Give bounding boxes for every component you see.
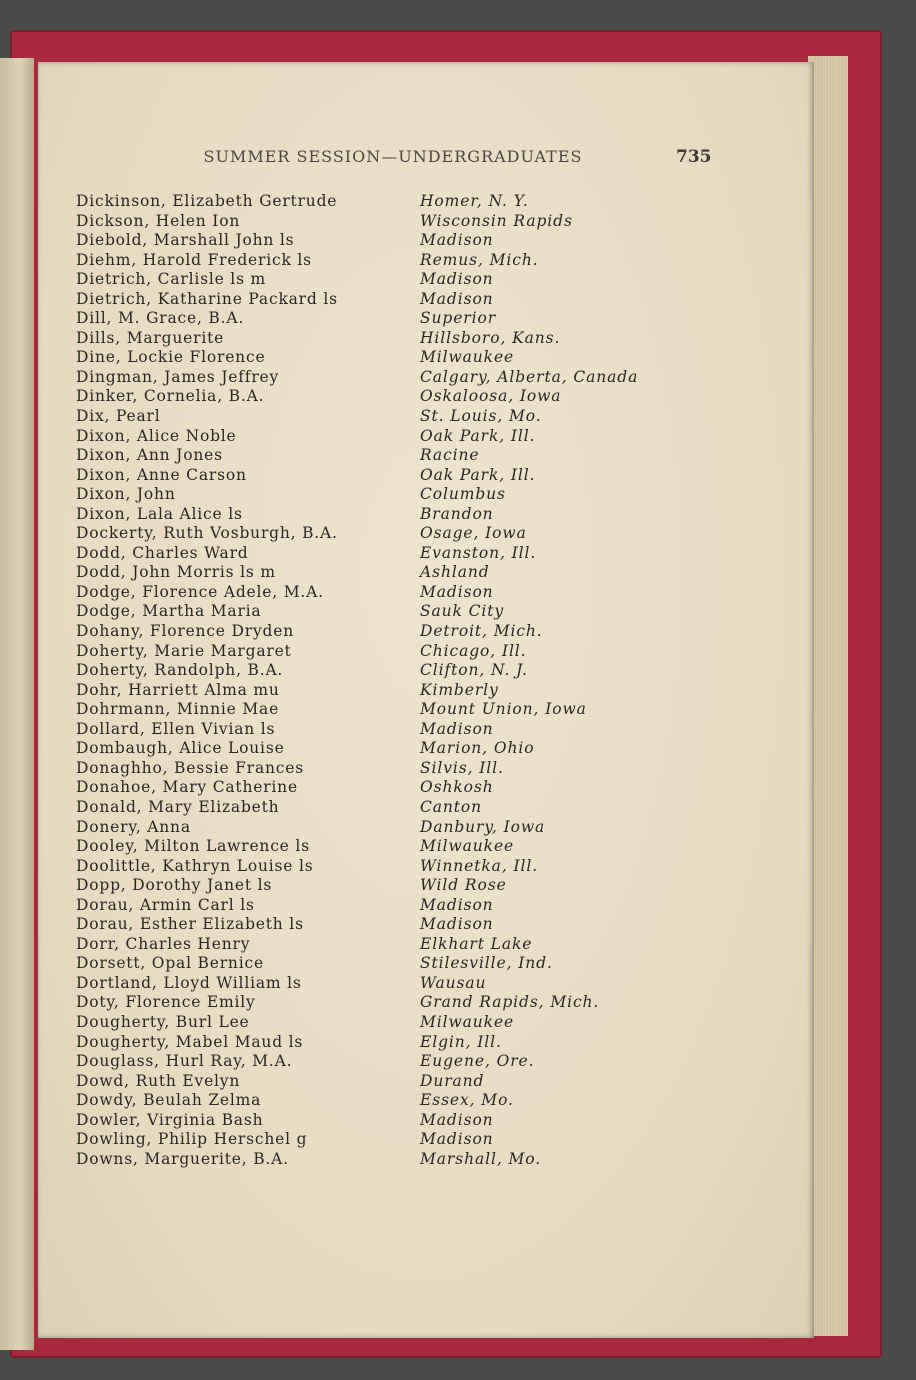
entry-name: Dills, Marguerite (76, 328, 225, 347)
entry-place: Elkhart Lake (420, 934, 533, 953)
entry-name: Doty, Florence Emily (76, 993, 256, 1012)
entry-name: Dinker, Cornelia, B.A. (76, 387, 265, 406)
directory-entry (70, 192, 710, 212)
directory-entry (70, 505, 710, 525)
entry-name: Dombaugh, Alice Louise (76, 739, 285, 758)
entry-place: Marshall, Mo. (420, 1149, 542, 1168)
entry-place: Madison (420, 289, 494, 308)
entry-place: Essex, Mo. (420, 1091, 514, 1110)
entry-place: Madison (420, 895, 494, 914)
entry-place: Madison (420, 231, 494, 250)
entry-name: Donald, Mary Elizabeth (76, 797, 280, 816)
entry-place: Milwaukee (420, 1012, 515, 1031)
entry-place: Stilesville, Ind. (420, 954, 553, 973)
directory-entry (70, 993, 710, 1013)
previous-page-edge (0, 58, 34, 1350)
entry-name: Dowling, Philip Herschel g (76, 1130, 308, 1149)
entry-place: Grand Rapids, Mich. (420, 993, 600, 1012)
entry-name: Diebold, Marshall John ls (76, 231, 295, 250)
entry-name: Diehm, Harold Frederick ls (76, 250, 312, 269)
entry-name: Dockerty, Ruth Vosburgh, B.A. (76, 524, 338, 543)
entry-name: Dixon, Ann Jones (76, 446, 223, 465)
entry-name: Dohrmann, Minnie Mae (76, 700, 280, 719)
entry-place: Madison (420, 1110, 494, 1129)
entry-place: Ashland (420, 563, 490, 582)
entry-name: Dorau, Esther Elizabeth ls (76, 915, 304, 934)
entry-place: Superior (420, 309, 497, 328)
directory-entry (70, 212, 710, 232)
entry-place: Chicago, Ill. (420, 641, 527, 660)
entry-name: Donahoe, Mary Catherine (76, 778, 298, 797)
directory-entry (70, 1033, 710, 1053)
entry-place: Sauk City (420, 602, 505, 621)
directory-entry (70, 602, 710, 622)
directory-entry (70, 818, 710, 838)
directory-entry (70, 857, 710, 877)
entry-place: Durand (420, 1071, 485, 1090)
entry-name: Dorau, Armin Carl ls (76, 895, 255, 914)
entry-place: Oshkosh (420, 778, 494, 797)
entry-name: Doherty, Randolph, B.A. (76, 661, 284, 680)
entry-place: Madison (420, 582, 494, 601)
directory-entry (70, 642, 710, 662)
entry-name: Dorsett, Opal Bernice (76, 954, 264, 973)
entry-name: Dodd, John Morris ls m (76, 563, 276, 582)
entry-place: Mount Union, Iowa (420, 700, 587, 719)
directory-entry (70, 739, 710, 759)
entry-name: Dougherty, Mabel Maud ls (76, 1032, 304, 1051)
directory-entry (70, 1072, 710, 1092)
directory-entry (70, 583, 710, 603)
entry-name: Dooley, Milton Lawrence ls (76, 837, 310, 856)
entry-name: Dollard, Ellen Vivian ls (76, 719, 276, 738)
directory-entry (70, 446, 710, 466)
entry-name: Donery, Anna (76, 817, 191, 836)
entry-name: Dix, Pearl (76, 407, 161, 426)
directory-entry (70, 915, 710, 935)
entry-name: Douglass, Hurl Ray, M.A. (76, 1052, 293, 1071)
entry-place: Columbus (420, 485, 506, 504)
directory-entry (70, 329, 710, 349)
directory-entry (70, 348, 710, 368)
entry-place: Danbury, Iowa (420, 817, 546, 836)
entry-name: Dine, Lockie Florence (76, 348, 266, 367)
directory-entry (70, 720, 710, 740)
entry-name: Dohany, Florence Dryden (76, 622, 294, 641)
directory-entry (70, 251, 710, 271)
directory-entry (70, 407, 710, 427)
entry-place: Marion, Ohio (420, 739, 535, 758)
entry-name: Dowd, Ruth Evelyn (76, 1071, 241, 1090)
entry-name: Dodd, Charles Ward (76, 543, 249, 562)
entry-place: Silvis, Ill. (420, 758, 504, 777)
entry-place: Oak Park, Ill. (420, 426, 536, 445)
entry-name: Dixon, Anne Carson (76, 465, 247, 484)
entry-place: Wausau (420, 973, 487, 992)
directory-entry (70, 798, 710, 818)
entry-name: Dowler, Virginia Bash (76, 1110, 264, 1129)
entry-place: Oskaloosa, Iowa (420, 387, 562, 406)
directory-entry (70, 427, 710, 447)
entry-name: Donaghho, Bessie Frances (76, 758, 304, 777)
entry-name: Dortland, Lloyd William ls (76, 973, 302, 992)
directory-entry (70, 1091, 710, 1111)
directory-entry (70, 876, 710, 896)
entry-name: Dougherty, Burl Lee (76, 1012, 250, 1031)
page-edges (808, 56, 848, 1336)
directory-entry (70, 954, 710, 974)
directory-entry (70, 270, 710, 290)
directory-entry (70, 1052, 710, 1072)
directory-list (70, 192, 710, 1169)
entry-name: Dingman, James Jeffrey (76, 367, 280, 386)
directory-entry (70, 622, 710, 642)
entry-place: Detroit, Mich. (420, 622, 543, 641)
entry-place: Calgary, Alberta, Canada (420, 367, 639, 386)
directory-entry (70, 974, 710, 994)
directory-entry (70, 681, 710, 701)
entry-name: Dowdy, Beulah Zelma (76, 1091, 262, 1110)
directory-entry (70, 309, 710, 329)
directory-entry (70, 1111, 710, 1131)
directory-entry (70, 290, 710, 310)
entry-name: Dickinson, Elizabeth Gertrude (76, 192, 338, 210)
entry-name: Dixon, Lala Alice ls (76, 504, 243, 523)
entry-name: Dixon, John (76, 485, 176, 504)
directory-entry (70, 1013, 710, 1033)
directory-entry (70, 387, 710, 407)
entry-name: Dopp, Dorothy Janet ls (76, 876, 273, 895)
directory-entry (70, 896, 710, 916)
entry-name: Dixon, Alice Noble (76, 426, 237, 445)
entry-place: Madison (420, 915, 494, 934)
entry-name: Dodge, Martha Maria (76, 602, 262, 621)
directory-entry (70, 1130, 710, 1150)
entry-place: Madison (420, 270, 494, 289)
entry-name: Doolittle, Kathryn Louise ls (76, 856, 314, 875)
entry-place: Milwaukee (420, 837, 515, 856)
entry-place: Homer, N. Y. (420, 192, 529, 210)
entry-place: Wisconsin Rapids (420, 211, 573, 230)
entry-name: Dickson, Helen Ion (76, 211, 241, 230)
directory-entry (70, 778, 710, 798)
entry-place: Milwaukee (420, 348, 515, 367)
directory-entry (70, 544, 710, 564)
entry-place: Remus, Mich. (420, 250, 539, 269)
entry-place: Eugene, Ore. (420, 1052, 535, 1071)
entry-place: St. Louis, Mo. (420, 407, 542, 426)
entry-place: Kimberly (420, 680, 499, 699)
entry-place: Oak Park, Ill. (420, 465, 536, 484)
entry-name: Dodge, Florence Adele, M.A. (76, 582, 324, 601)
entry-name: Dietrich, Carlisle ls m (76, 270, 267, 289)
entry-place: Clifton, N. J. (420, 661, 528, 680)
entry-name: Dohr, Harriett Alma mu (76, 680, 280, 699)
entry-place: Racine (420, 446, 480, 465)
entry-place: Brandon (420, 504, 494, 523)
directory-entry (70, 935, 710, 955)
entry-name: Doherty, Marie Margaret (76, 641, 292, 660)
directory-entry (70, 485, 710, 505)
directory-entry (70, 700, 710, 720)
entry-place: Madison (420, 719, 494, 738)
directory-entry (70, 837, 710, 857)
directory-entry (70, 466, 710, 486)
directory-entry (70, 759, 710, 779)
running-title: SUMMER SESSION—UNDERGRADUATES (203, 147, 583, 166)
entry-place: Evanston, Ill. (420, 543, 537, 562)
entry-name: Dorr, Charles Henry (76, 934, 251, 953)
entry-place: Osage, Iowa (420, 524, 527, 543)
directory-entry (70, 524, 710, 544)
directory-entry (70, 563, 710, 583)
entry-name: Dill, M. Grace, B.A. (76, 309, 245, 328)
entry-place: Canton (420, 797, 483, 816)
entry-name: Dietrich, Katharine Packard ls (76, 289, 338, 308)
directory-entry (70, 231, 710, 251)
directory-entry (70, 368, 710, 388)
directory-entry (70, 661, 710, 681)
entry-place: Madison (420, 1130, 494, 1149)
entry-place: Hillsboro, Kans. (420, 328, 561, 347)
entry-place: Winnetka, Ill. (420, 856, 539, 875)
page-number: 735 (676, 147, 712, 167)
directory-entry (70, 1150, 710, 1170)
entry-place: Elgin, Ill. (420, 1032, 502, 1051)
entry-name: Downs, Marguerite, B.A. (76, 1149, 289, 1168)
entry-place: Wild Rose (420, 876, 507, 895)
